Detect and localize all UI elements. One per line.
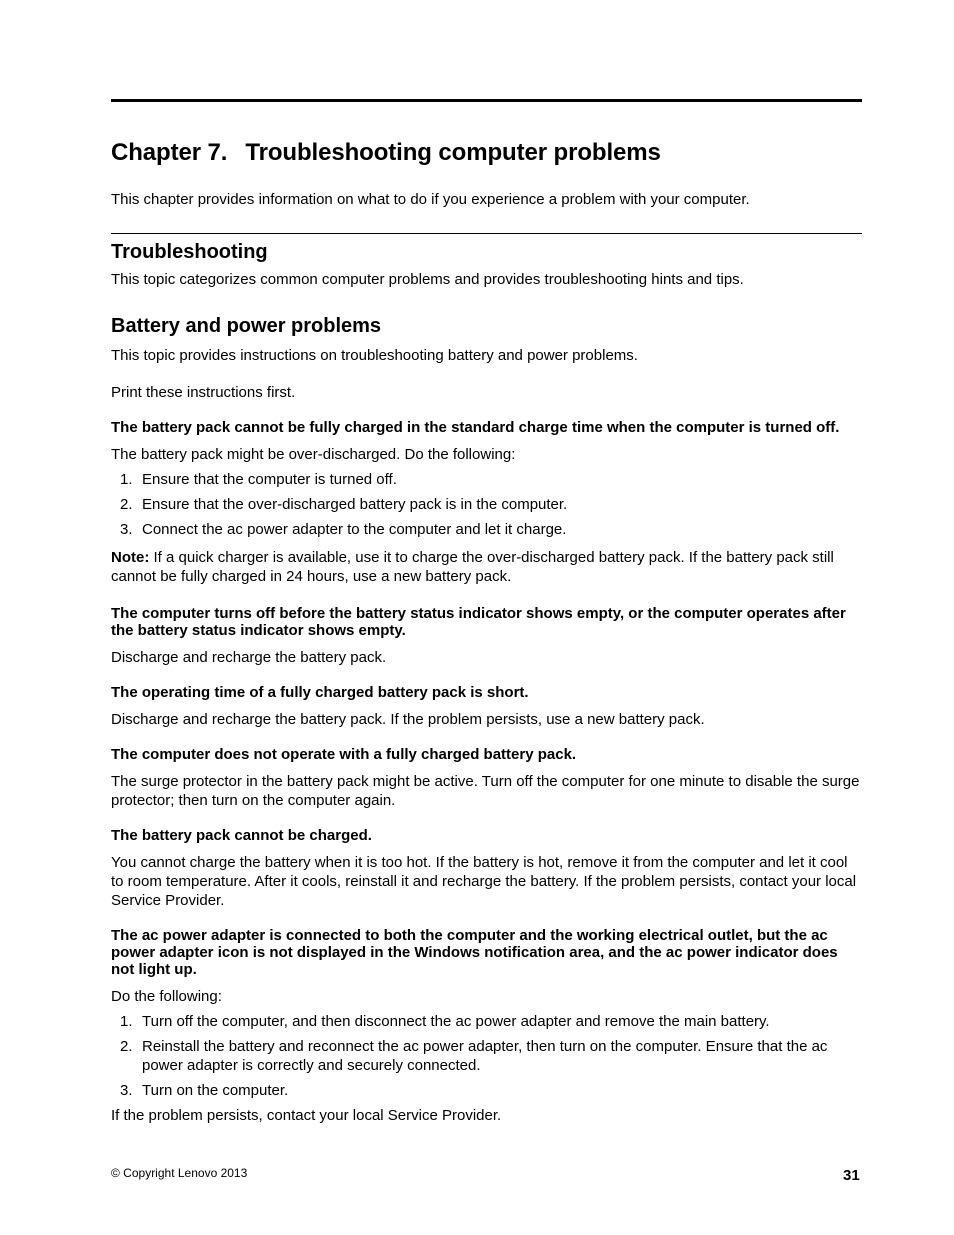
step-text: Turn off the computer, and then disconnect the ac power adapter and remove the main battery. [142, 1013, 770, 1030]
problem-answer: The surge protector in the battery pack might be active. Turn off the computer for one minute to disable the surge protector; then turn on the computer again. [111, 773, 860, 809]
page-number: 31 [843, 1167, 860, 1184]
note-paragraph [111, 548, 862, 586]
list-item [111, 470, 862, 489]
step-number: 1. [120, 1013, 133, 1030]
print-first-text: Print these instructions first. [111, 384, 296, 401]
list-item [111, 520, 862, 539]
chapter-number: Chapter 7. [111, 139, 228, 166]
problem-question: The operating time of a fully charged battery pack is short. [111, 684, 529, 701]
step-number: 3. [120, 1082, 133, 1099]
step-number: 1. [120, 471, 133, 488]
chapter-title-text: Troubleshooting computer problems [245, 139, 661, 166]
step-text: Turn on the computer. [142, 1082, 289, 1099]
chapter-title [111, 139, 862, 167]
closing-text: If the problem persists, contact your local Service Provider. [111, 1107, 502, 1124]
problem-question: The computer turns off before the battery status indicator shows empty, or the computer operates after the battery status indicator shows empty. [111, 605, 846, 639]
step-text: Reinstall the battery and reconnect the ac power adapter, then turn on the computer. Ensure that the ac power adapter is correctly and securely connected. [142, 1038, 828, 1074]
problem-question: The computer does not operate with a fully charged battery pack. [111, 746, 577, 763]
list-item [111, 1037, 862, 1075]
chapter-intro: This chapter provides information on what to do if you experience a problem with your computer. [111, 191, 750, 208]
problem-answer: The battery pack might be over-discharged. Do the following: [111, 446, 516, 463]
problem-answer: Discharge and recharge the battery pack. If the problem persists, use a new battery pack. [111, 711, 705, 728]
steps-list [111, 1012, 862, 1100]
step-text: Connect the ac power adapter to the computer and let it charge. [142, 521, 567, 538]
page-content [111, 99, 862, 1125]
problem-question: The battery pack cannot be fully charged in the standard charge time when the computer is turned off. [111, 419, 840, 436]
problem-question: The battery pack cannot be charged. [111, 827, 372, 844]
problem-question: The ac power adapter is connected to both the computer and the working electrical outlet, but the ac power adapter icon is not displayed in the Windows notification area, and the ac power indicator does not light up. [111, 927, 838, 978]
step-number: 2. [120, 496, 133, 513]
step-number: 2. [120, 1038, 133, 1055]
troubleshooting-text: This topic categorizes common computer problems and provides troubleshooting hints and tips. [111, 271, 744, 288]
step-number: 3. [120, 521, 133, 538]
section-rule [111, 233, 862, 234]
list-item [111, 1081, 862, 1100]
steps-list [111, 470, 862, 539]
step-text: Ensure that the computer is turned off. [142, 471, 397, 488]
list-item [111, 1012, 862, 1031]
battery-intro: This topic provides instructions on troubleshooting battery and power problems. [111, 347, 638, 364]
problem-answer: Do the following: [111, 988, 222, 1005]
section-heading-battery: Battery and power problems [111, 315, 382, 337]
step-text: Ensure that the over-discharged battery pack is in the computer. [142, 496, 568, 513]
note-label: Note: [111, 549, 150, 566]
problem-answer: You cannot charge the battery when it is too hot. If the battery is hot, remove it from the computer and let it cool to room temperature. After it cools, reinstall it and recharge the battery. If the problem persists, contact your local Service Provider. [111, 854, 857, 909]
footer-copyright: © Copyright Lenovo 2013 [111, 1166, 248, 1180]
problem-answer: Discharge and recharge the battery pack. [111, 649, 387, 666]
chapter-top-rule [111, 99, 862, 102]
list-item [111, 495, 862, 514]
section-heading-troubleshooting: Troubleshooting [111, 241, 268, 263]
note-text: If a quick charger is available, use it to charge the over-discharged battery pack. If the battery pack still cannot be fully charged in 24 hours, use a new battery pack. [111, 549, 834, 585]
